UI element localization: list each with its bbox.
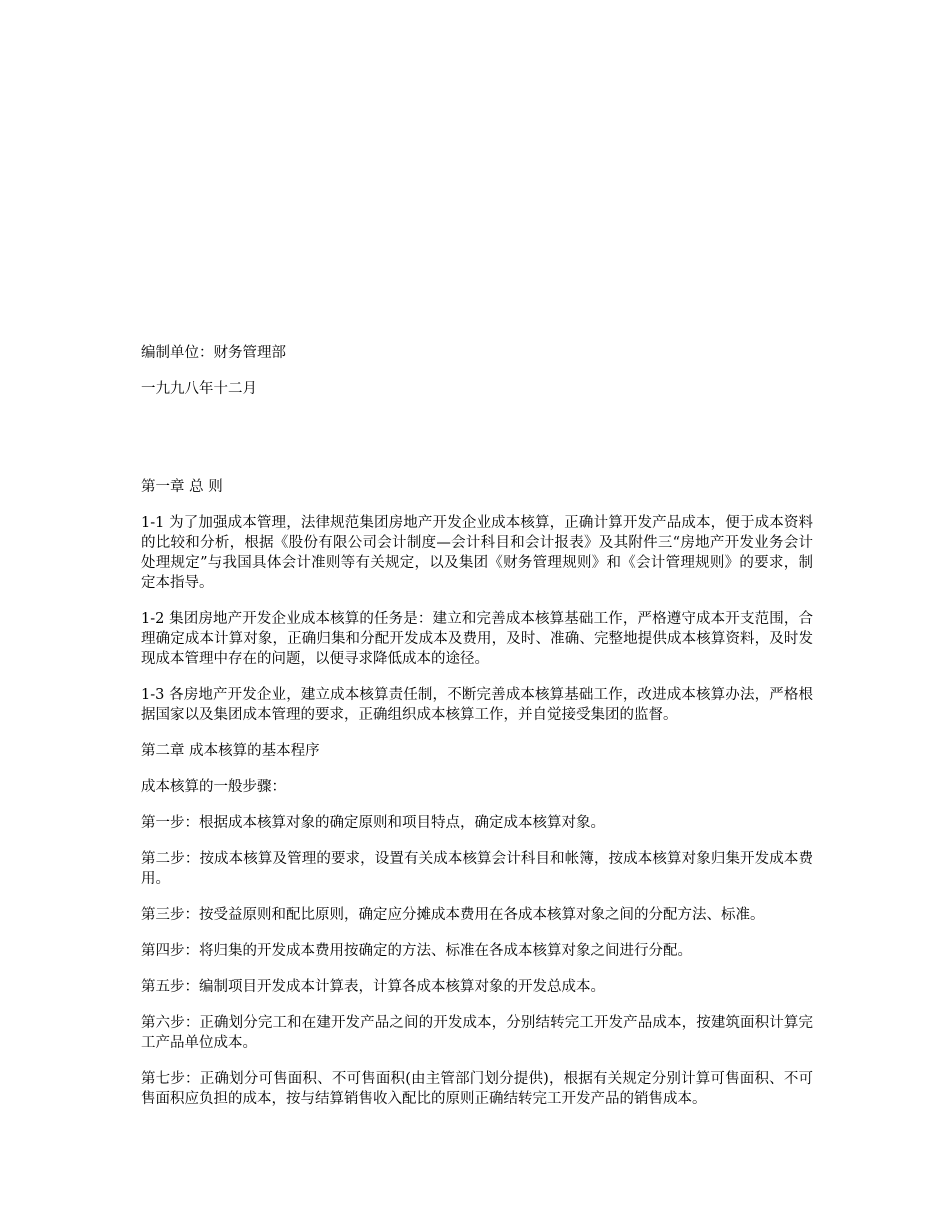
chapter-2-title: 第二章 成本核算的基本程序 bbox=[141, 743, 320, 759]
document-page bbox=[141, 343, 813, 1109]
step-1: 第一步：根据成本核算对象的确定原则和项目特点，确定成本核算对象。 bbox=[141, 815, 605, 831]
paragraph-1-3: 1-3 各房地产开发企业，建立成本核算责任制，不断完善成本核算基础工作，改进成本核算办法，严格根据国家以及集团成本管理的要求，正确组织成本核算工作，并自觉接受集团的监督。 bbox=[141, 687, 813, 723]
step-7: 第七步：正确划分可售面积、不可售面积(由主管部门划分提供)，根据有关规定分别计算可售面积、不可售面积应负担的成本，按与结算销售收入配比的原则正确结转完工开发产品的销售成本。 bbox=[141, 1071, 813, 1107]
document-date: 一九九八年十二月 bbox=[141, 381, 257, 397]
step-4: 第四步：将归集的开发成本费用按确定的方法、标准在各成本核算对象之间进行分配。 bbox=[141, 943, 692, 959]
chapter-1-title: 第一章 总 则 bbox=[141, 479, 223, 495]
step-6: 第六步：正确划分完工和在建开发产品之间的开发成本，分别结转完工开发产品成本，按建筑面积计算完工产品单位成本。 bbox=[141, 1015, 813, 1051]
compiler-unit: 编制单位：财务管理部 bbox=[141, 345, 286, 361]
paragraph-1-2: 1-2 集团房地产开发企业成本核算的任务是：建立和完善成本核算基础工作，严格遵守成本开支范围，合理确定成本计算对象，正确归集和分配开发成本及费用，及时、准确、完整地提供成本核算资料，及时发现成本管理中存在的问题，以便寻求降低成本的途径。 bbox=[141, 611, 813, 667]
step-2: 第二步：按成本核算及管理的要求，设置有关成本核算会计科目和帐簿，按成本核算对象归集开发成本费用。 bbox=[141, 851, 813, 887]
step-3: 第三步：按受益原则和配比原则，确定应分摊成本费用在各成本核算对象之间的分配方法、标准。 bbox=[141, 907, 765, 923]
step-5: 第五步：编制项目开发成本计算表，计算各成本核算对象的开发总成本。 bbox=[141, 979, 605, 995]
steps-intro: 成本核算的一般步骤： bbox=[141, 779, 286, 795]
paragraph-1-1: 1-1 为了加强成本管理，法律规范集团房地产开发企业成本核算，正确计算开发产品成本，便于成本资料的比较和分析，根据《股份有限公司会计制度—会计科目和会计报表》及其附件三“房地产开发业务会计处理规定”与我国具体会计准则等有关规定，以及集团《财务管理规则》和《会计管理规则》的要求，制定本指导。 bbox=[141, 515, 813, 591]
